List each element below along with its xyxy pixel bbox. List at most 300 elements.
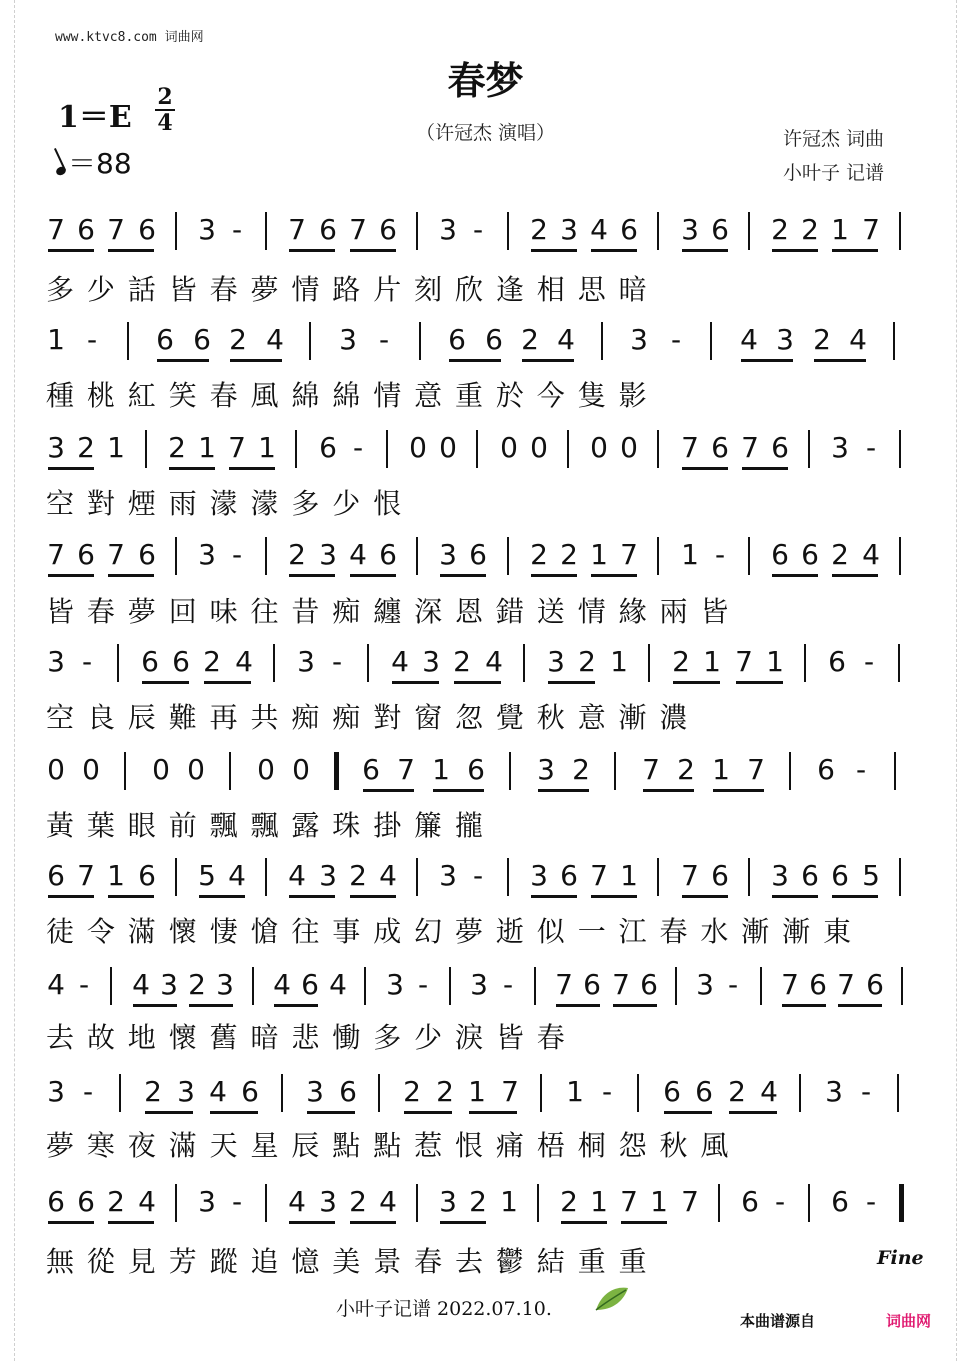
note-number: 6 (47, 1185, 65, 1218)
eighth-beam (108, 574, 154, 577)
note-number: 7 (349, 213, 367, 246)
note-number: 0 (409, 431, 427, 464)
page-title: 春梦 (447, 58, 524, 103)
note-number: 6 (831, 859, 849, 892)
bar-line (710, 322, 712, 360)
bar-line (416, 537, 418, 575)
eighth-beam (742, 467, 788, 470)
left-margin-watermark (0, 0, 15, 1361)
note-number: 4 (379, 859, 397, 892)
bar-line (657, 858, 659, 896)
note-number: 2 (672, 645, 690, 678)
note-number: 0 (257, 753, 275, 786)
eighth-beam (350, 895, 396, 898)
note-number: 3 (771, 859, 789, 892)
bar-line (748, 212, 750, 250)
eighth-beam (230, 359, 282, 362)
eighth-beam (613, 1004, 657, 1007)
note-number: 6 (663, 1075, 681, 1108)
note-number: 7 (397, 753, 415, 786)
note-number: 4 (228, 859, 246, 892)
bar-line (386, 430, 388, 468)
note-number: 1 (590, 1185, 608, 1218)
dash-extension: - (774, 1185, 786, 1218)
eighth-beam (229, 467, 275, 470)
note-number: 6 (241, 1075, 259, 1108)
eighth-beam (404, 1111, 452, 1114)
lyric-line: 皆 春 夢 回 味 往 昔 痴 纏 深 恩 錯 送 情 緣 兩 皆 (46, 595, 731, 628)
dash-extension: - (82, 1075, 94, 1108)
note-number: 2 (107, 1185, 125, 1218)
bar-line (416, 858, 418, 896)
note-number: 6 (817, 753, 835, 786)
note-number: 6 (620, 213, 638, 246)
note-number: 1 (590, 538, 608, 571)
eighth-beam (538, 789, 589, 792)
site-url[interactable]: www.ktvc8.com 词曲网 (55, 30, 204, 45)
note-number: 1 (500, 1185, 518, 1218)
bar-line (265, 537, 267, 575)
note-number: 2 (530, 213, 548, 246)
note-number: 0 (152, 753, 170, 786)
note-number: 2 (453, 645, 471, 678)
eighth-beam (713, 789, 764, 792)
leaf-icon (592, 1284, 632, 1314)
notation-row (46, 856, 926, 916)
note-number: 6 (77, 1185, 95, 1218)
eighth-beam (433, 789, 484, 792)
note-number: 1 (566, 1075, 584, 1108)
note-number: 7 (47, 213, 65, 246)
bar-line (281, 1074, 283, 1112)
note-number: 2 (168, 431, 186, 464)
bar-line (808, 1184, 810, 1222)
note-number: 6 (172, 645, 190, 678)
dash-extension: - (378, 323, 390, 356)
note-number: 7 (681, 431, 699, 464)
note-number: 6 (711, 859, 729, 892)
note-number: 2 (813, 323, 831, 356)
note-number: 7 (837, 968, 855, 1001)
note-number: 1 (107, 431, 125, 464)
eighth-beam (832, 895, 878, 898)
note-number: 7 (107, 213, 125, 246)
bar-line (614, 752, 616, 790)
bar-line (898, 644, 900, 682)
bar-line (899, 858, 901, 896)
note-number: 6 (448, 323, 466, 356)
note-number: 4 (132, 968, 150, 1001)
note-number: 3 (825, 1075, 843, 1108)
dash-extension: - (352, 431, 364, 464)
note-number: 5 (198, 859, 216, 892)
note-number: 4 (849, 323, 867, 356)
bar-line (601, 322, 603, 360)
note-number: 0 (187, 753, 205, 786)
eighth-beam (736, 681, 783, 684)
note-number: 3 (547, 645, 565, 678)
dash-extension: - (601, 1075, 613, 1108)
dash-extension: - (865, 1185, 877, 1218)
bar-line (117, 644, 119, 682)
eighth-beam (440, 1221, 486, 1224)
note-number: 3 (831, 431, 849, 464)
bar-line (229, 752, 231, 790)
eighth-beam (531, 249, 577, 252)
right-margin-watermark (956, 0, 971, 1361)
note-number: 2 (349, 859, 367, 892)
eighth-beam (289, 895, 335, 898)
note-number: 7 (747, 753, 765, 786)
note-number: 4 (47, 968, 65, 1001)
note-number: 1 (703, 645, 721, 678)
bar-line (637, 1074, 639, 1112)
bar-line (416, 212, 418, 250)
bar-line (265, 858, 267, 896)
note-number: 7 (555, 968, 573, 1001)
notation-row (46, 642, 926, 702)
bar-line (334, 752, 339, 790)
note-number: 3 (696, 968, 714, 1001)
note-number: 6 (831, 1185, 849, 1218)
bar-line (309, 322, 311, 360)
bar-line (295, 430, 297, 468)
eighth-beam (48, 249, 94, 252)
bar-line (419, 322, 421, 360)
eighth-beam (741, 359, 793, 362)
note-number: 3 (386, 968, 404, 1001)
lyric-line: 無 從 見 芳 蹤 追 憶 美 景 春 去 鬱 結 重 重 (46, 1245, 649, 1278)
eighth-beam (108, 1221, 154, 1224)
bar-line (804, 644, 806, 682)
eighth-beam (772, 574, 818, 577)
note-number: 3 (319, 1185, 337, 1218)
bar-line (534, 967, 536, 1005)
note-number: 4 (379, 1185, 397, 1218)
note-number: 0 (439, 431, 457, 464)
eighth-beam (189, 1004, 233, 1007)
note-number: 0 (500, 431, 518, 464)
note-number: 2 (349, 1185, 367, 1218)
note-number: 6 (319, 431, 337, 464)
note-number: 7 (681, 1185, 699, 1218)
note-number: 1 (107, 859, 125, 892)
note-number: 3 (297, 645, 315, 678)
note-number: 6 (828, 645, 846, 678)
note-number: 6 (560, 859, 578, 892)
lyric-line: 多 少 話 皆 春 夢 情 路 片 刻 欣 逢 相 思 暗 (46, 273, 649, 306)
note-number: 3 (530, 859, 548, 892)
note-number: 7 (288, 213, 306, 246)
fine-marking: Fine (877, 1247, 924, 1269)
bar-line (893, 322, 895, 360)
bar-line (899, 537, 901, 575)
eighth-beam (350, 1221, 396, 1224)
note-number: 5 (862, 859, 880, 892)
note-number: 2 (677, 753, 695, 786)
bar-line (476, 430, 478, 468)
note-number: 7 (47, 538, 65, 571)
lyric-line: 夢 寒 夜 滿 天 星 辰 點 點 惹 恨 痛 梧 桐 怨 秋 風 (46, 1129, 731, 1162)
note-number: 3 (470, 968, 488, 1001)
note-number: 7 (501, 1075, 519, 1108)
dash-extension: - (231, 1185, 243, 1218)
eighth-beam (145, 1111, 193, 1114)
dash-extension: - (714, 538, 726, 571)
lyric-line: 徒 令 滿 懷 悽 愴 往 事 成 幻 夢 逝 似 一 江 春 水 漸 漸 東 (46, 915, 854, 948)
note-number: 7 (642, 753, 660, 786)
bar-line (127, 322, 129, 360)
bar-line (901, 967, 903, 1005)
note-number: 6 (711, 431, 729, 464)
transcriber-signature: 小叶子记谱 2022.07.10. (336, 1298, 552, 1320)
bar-line (507, 537, 509, 575)
bar-line (507, 212, 509, 250)
dash-extension: - (417, 968, 429, 1001)
lyric-line: 空 良 辰 難 再 共 痴 痴 對 窗 忽 覺 秋 意 漸 濃 (46, 701, 690, 734)
note-number: 7 (590, 859, 608, 892)
bar-line (675, 967, 677, 1005)
note-number: 6 (771, 431, 789, 464)
bar-line (252, 967, 254, 1005)
note-number: 1 (198, 431, 216, 464)
notation-row (46, 1182, 926, 1242)
dash-extension: - (472, 213, 484, 246)
bar-line (175, 1184, 177, 1222)
note-number: 7 (620, 538, 638, 571)
note-number: 6 (711, 213, 729, 246)
bar-line (648, 644, 650, 682)
notation-row (46, 750, 926, 810)
eighth-beam (48, 1221, 94, 1224)
note-number: 3 (339, 323, 357, 356)
note-number: 2 (530, 538, 548, 571)
lyric-line: 黃 葉 眼 前 飄 飄 露 珠 掛 簾 攏 (46, 809, 486, 842)
note-number: 3 (537, 753, 555, 786)
note-number: 0 (620, 431, 638, 464)
bar-line (799, 1074, 801, 1112)
bar-line (124, 752, 126, 790)
eighth-beam (772, 895, 818, 898)
eighth-beam (682, 895, 728, 898)
eighth-beam (682, 249, 728, 252)
bar-line (110, 967, 112, 1005)
eighth-beam (729, 1111, 777, 1114)
note-number: 0 (530, 431, 548, 464)
note-number: 4 (266, 323, 284, 356)
note-number: 6 (339, 1075, 357, 1108)
note-number: 4 (485, 645, 503, 678)
bar-line (567, 430, 569, 468)
note-number: 6 (138, 538, 156, 571)
note-number: 3 (47, 431, 65, 464)
lyric-line: 空 對 煙 雨 濛 濛 多 少 恨 (46, 487, 404, 520)
dash-extension: - (860, 1075, 872, 1108)
dash-extension: - (331, 645, 343, 678)
lyric-line: 種 桃 紅 笑 春 風 綿 綿 情 意 重 於 今 隻 影 (46, 379, 649, 412)
key-signature: 1＝E (58, 100, 132, 135)
bar-line (273, 644, 275, 682)
eighth-beam (48, 574, 94, 577)
note-number: 3 (198, 213, 216, 246)
eighth-beam (307, 1111, 355, 1114)
bar-line (145, 430, 147, 468)
dash-extension: - (863, 645, 875, 678)
eighth-beam (469, 1111, 517, 1114)
note-number: 2 (801, 213, 819, 246)
time-signature (153, 86, 177, 134)
eighth-beam (772, 249, 818, 252)
eighth-beam (274, 1004, 318, 1007)
singer-line: （许冠杰 演唱） (415, 122, 556, 144)
dash-extension: - (865, 431, 877, 464)
eighth-beam (838, 1004, 882, 1007)
credit-composer: 许冠杰 词曲 (783, 128, 885, 150)
note-number: 7 (107, 538, 125, 571)
note-number: 1 (47, 323, 65, 356)
note-number: 4 (862, 538, 880, 571)
note-number: 6 (741, 1185, 759, 1218)
note-number: 2 (560, 1185, 578, 1218)
note-number: 6 (467, 753, 485, 786)
note-number: 4 (557, 323, 575, 356)
time-sig-bottom: 4 (157, 110, 173, 136)
note-number: 3 (681, 213, 699, 246)
note-number: 7 (741, 431, 759, 464)
notation-row (46, 1072, 926, 1132)
eighth-beam (531, 895, 577, 898)
bar-line (718, 1184, 720, 1222)
note-number: 2 (771, 213, 789, 246)
eighth-beam (363, 789, 414, 792)
note-number: 4 (138, 1185, 156, 1218)
note-number: 6 (469, 538, 487, 571)
credits (783, 122, 884, 190)
note-number: 4 (740, 323, 758, 356)
note-number: 3 (160, 968, 178, 1001)
note-number: 4 (288, 859, 306, 892)
note-number: 2 (288, 538, 306, 571)
eighth-beam (350, 249, 396, 252)
note-number: 2 (728, 1075, 746, 1108)
note-number: 6 (640, 968, 658, 1001)
note-number: 7 (620, 1185, 638, 1218)
note-number: 0 (590, 431, 608, 464)
note-number: 1 (620, 859, 638, 892)
note-number: 2 (831, 538, 849, 571)
note-number: 3 (198, 538, 216, 571)
note-number: 7 (781, 968, 799, 1001)
eighth-beam (782, 1004, 826, 1007)
note-number: 1 (681, 538, 699, 571)
bar-line (808, 430, 810, 468)
note-number: 4 (288, 1185, 306, 1218)
notation-row (46, 535, 926, 595)
bar-line (416, 1184, 418, 1222)
eighth-beam (814, 359, 866, 362)
eighth-beam (204, 681, 251, 684)
note-number: 1 (766, 645, 784, 678)
note-number: 2 (229, 323, 247, 356)
note-number: 0 (82, 753, 100, 786)
note-number: 4 (329, 968, 347, 1001)
note-number: 7 (862, 213, 880, 246)
dash-extension: - (670, 323, 682, 356)
eighth-beam (210, 1111, 258, 1114)
eighth-beam (142, 681, 189, 684)
eighth-beam (673, 681, 720, 684)
note-number: 2 (403, 1075, 421, 1108)
note-number: 3 (177, 1075, 195, 1108)
note-number: 6 (583, 968, 601, 1001)
bar-line (175, 858, 177, 896)
note-number: 2 (144, 1075, 162, 1108)
note-number: 6 (801, 538, 819, 571)
source-label: 本曲谱源自 (740, 1312, 816, 1330)
brand-logo[interactable]: 词曲网 (886, 1312, 932, 1330)
note-number: 4 (209, 1075, 227, 1108)
note-number: 1 (432, 753, 450, 786)
note-number: 7 (228, 431, 246, 464)
bar-line (760, 967, 762, 1005)
note-number: 3 (47, 645, 65, 678)
notation-row (46, 210, 926, 270)
note-number: 6 (156, 323, 174, 356)
note-number: 3 (439, 859, 457, 892)
note-number: 6 (362, 753, 380, 786)
note-number: 2 (203, 645, 221, 678)
note-number: 4 (760, 1075, 778, 1108)
bar-line (899, 212, 901, 250)
note-number: 3 (630, 323, 648, 356)
bar-line (748, 537, 750, 575)
note-number: 6 (809, 968, 827, 1001)
note-number: 2 (572, 753, 590, 786)
dash-extension: - (81, 645, 93, 678)
lyric-line: 去 故 地 懷 舊 暗 悲 慟 多 少 淚 皆 春 (46, 1021, 567, 1054)
note-number: 6 (77, 213, 95, 246)
note-number: 4 (235, 645, 253, 678)
eighth-beam (449, 359, 501, 362)
bar-line (657, 430, 659, 468)
note-number: 7 (612, 968, 630, 1001)
notation-row (46, 320, 926, 380)
eighth-beam (664, 1111, 712, 1114)
tempo-value: ＝88 (68, 147, 132, 180)
bar-line (657, 537, 659, 575)
note-number: 2 (436, 1075, 454, 1108)
eighth-beam (133, 1004, 177, 1007)
eighth-beam (621, 1221, 667, 1224)
eighth-beam (832, 249, 878, 252)
note-number: 3 (776, 323, 794, 356)
bar-line (364, 967, 366, 1005)
dash-extension: - (231, 213, 243, 246)
note-number: 7 (735, 645, 753, 678)
note-number: 3 (306, 1075, 324, 1108)
note-number: 3 (422, 645, 440, 678)
eighth-beam (531, 574, 577, 577)
note-number: 4 (273, 968, 291, 1001)
dash-extension: - (86, 323, 98, 356)
eighth-beam (591, 574, 637, 577)
note-number: 6 (47, 859, 65, 892)
note-number: 6 (138, 213, 156, 246)
eighth-beam (591, 249, 637, 252)
bar-line (540, 1074, 542, 1112)
eighth-beam (522, 359, 574, 362)
note-number: 4 (590, 213, 608, 246)
